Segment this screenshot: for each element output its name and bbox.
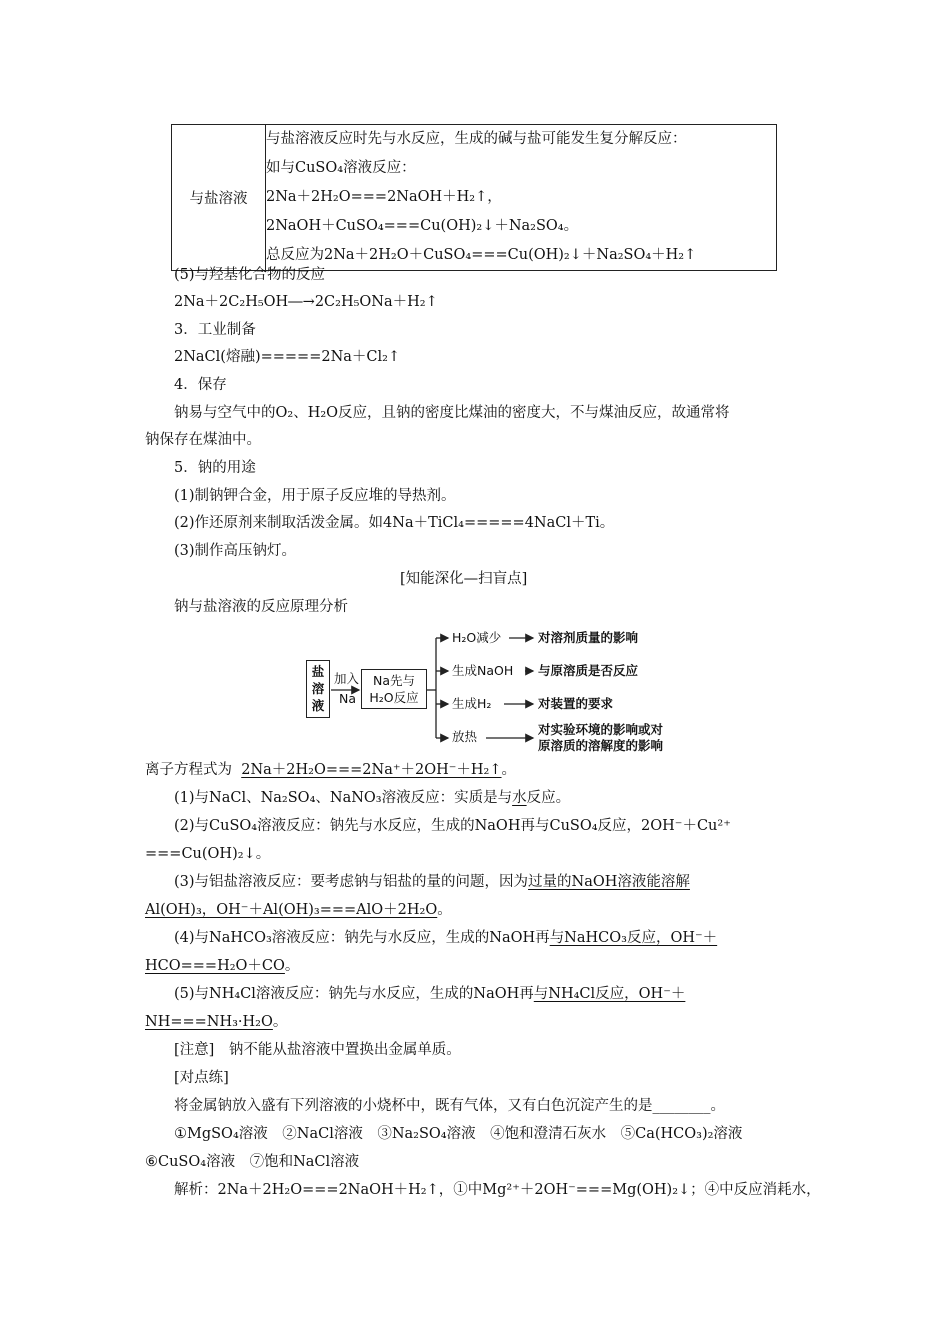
branch-effect: 与原溶质是否反应 [538, 663, 639, 678]
point-answer: Al(OH)₃，OH⁻＋Al(OH)₃===AlO＋2H₂O [145, 902, 438, 918]
paragraph-line: 钠易与空气中的O₂、H₂O反应，且钠的密度比煤油的密度大，不与煤油反应，故通常将 [174, 405, 730, 421]
ion-equation: 2Na＋2H₂O===2Na⁺＋2OH⁻＋H₂↑ [241, 762, 502, 778]
subsection-title: [知能深化—扫盲点] [400, 571, 528, 587]
list-item: (3)制作高压钠灯。 [174, 543, 297, 559]
point-4-line-2 [145, 955, 299, 977]
paragraph-line: 钠保存在煤油中。 [145, 432, 261, 448]
point-answer: NH===NH₃·H₂O [145, 1014, 273, 1030]
point-4-line-1 [174, 927, 717, 949]
table-line: 2Na＋2H₂O===2NaOH＋H₂↑， [266, 189, 502, 205]
table-line: 2NaOH＋CuSO₄===Cu(OH)₂↓＋Na₂SO₄。 [266, 218, 579, 234]
equation: 2NaCl(熔融)=====2Na＋Cl₂↑ [174, 349, 401, 365]
point-5-line-2 [145, 1011, 287, 1033]
point-text: 。 [272, 1014, 288, 1030]
point-2-line-1: (2)与CuSO₄溶液反应：钠先与水反应，生成的NaOH再与CuSO₄反应，2OH⁻＋Cu²⁺ [174, 818, 731, 834]
question-stem: 将金属钠放入盛有下列溶液的小烧杯中，既有气体，又有白色沉淀产生的是________。 [174, 1098, 725, 1114]
point-text: (1)与NaCl、Na₂SO₄、NaNO₃溶液反应：实质是与 [174, 790, 513, 806]
point-text: (4)与NaHCO₃溶液反应：钠先与水反应，生成的NaOH再 [174, 930, 550, 946]
point-text: 。 [437, 902, 452, 918]
na-reacts-water-box [361, 669, 427, 709]
branch-cause: 生成H₂ [452, 696, 492, 711]
point-answer: 水 [512, 790, 527, 806]
point-3-line-2 [145, 899, 452, 921]
list-item: (1)制钠钾合金，用于原子反应堆的导热剂。 [174, 488, 456, 504]
branch-effect: 对实验环境的影响或对原溶质的溶解度的影响 [538, 722, 664, 753]
note: [注意] 钠不能从盐溶液中置换出金属单质。 [174, 1042, 461, 1058]
point-text: 。 [284, 958, 300, 974]
point-5-line-1 [174, 983, 685, 1005]
point-answer: 过量的NaOH溶液能溶解 [528, 874, 690, 890]
point-2-line-2: ===Cu(OH)₂↓。 [145, 846, 271, 862]
branch-effect: 对溶剂质量的影响 [538, 630, 639, 645]
add-na-label: Na [339, 691, 357, 706]
section-heading: (5)与羟基化合物的反应 [174, 267, 326, 283]
analysis-line: 解析：2Na＋2H₂O===2NaOH＋H₂↑，①中Mg²⁺＋2OH⁻===Mg(OH)₂↓；④中反应消耗水， [174, 1182, 821, 1198]
question-options: ①MgSO₄溶液 ②NaCl溶液 ③Na₂SO₄溶液 ④饱和澄清石灰水 ⑤Ca(HCO₃)₂溶液 [174, 1126, 743, 1142]
salt-solution-box [306, 660, 330, 718]
point-answer: 与NaHCO₃反应，OH⁻＋ [549, 930, 718, 946]
table-line: 总反应为2Na＋2H₂O＋CuSO₄===Cu(OH)₂↓＋Na₂SO₄＋H₂↑ [266, 247, 697, 263]
table-line: 与盐溶液反应时先与水反应，生成的碱与盐可能发生复分解反应： [266, 131, 687, 147]
point-1 [174, 787, 570, 809]
section-heading: 3．工业制备 [174, 322, 256, 338]
add-label: 加入 [334, 671, 360, 686]
ion-equation-line [145, 759, 516, 781]
section-heading: 4．保存 [174, 377, 227, 393]
point-answer: HCO===H₂O＋CO [145, 958, 285, 974]
question-options: ⑥CuSO₄溶液 ⑦饱和NaCl溶液 [145, 1154, 360, 1170]
branch-cause: 放热 [452, 729, 478, 744]
point-text: (3)与铝盐溶液反应：要考虑钠与铝盐的量的问题，因为 [174, 874, 529, 890]
equation: 2Na＋2C₂H₅OH―→2C₂H₅ONa＋H₂↑ [174, 294, 438, 310]
list-item: (2)作还原剂来制取活泼金属。如4Na＋TiCl₄=====4NaCl＋Ti。 [174, 515, 615, 531]
point-3-line-1 [174, 871, 690, 893]
point-text: 反应。 [526, 790, 571, 806]
point-answer: 与NH₄Cl反应，OH⁻＋ [533, 986, 686, 1002]
practice-heading: [对点练] [174, 1070, 229, 1086]
table-line: 如与CuSO₄溶液反应： [266, 160, 416, 176]
section-heading: 5．钠的用途 [174, 460, 256, 476]
ion-end: 。 [501, 762, 517, 778]
branch-cause: 生成NaOH [452, 663, 514, 678]
na-reacts-water-label: Na先与H₂O反应 [369, 673, 419, 705]
paragraph-line: 钠与盐溶液的反应原理分析 [174, 599, 348, 615]
point-text: (5)与NH₄Cl溶液反应：钠先与水反应，生成的NaOH再 [174, 986, 534, 1002]
salt-solution-label: 盐溶液 [311, 664, 325, 713]
branch-cause: H₂O减少 [452, 630, 502, 645]
branch-effect: 对装置的要求 [538, 696, 614, 711]
table-label: 与盐溶液 [172, 125, 266, 271]
ion-prefix: 离子方程式为 [145, 762, 232, 778]
